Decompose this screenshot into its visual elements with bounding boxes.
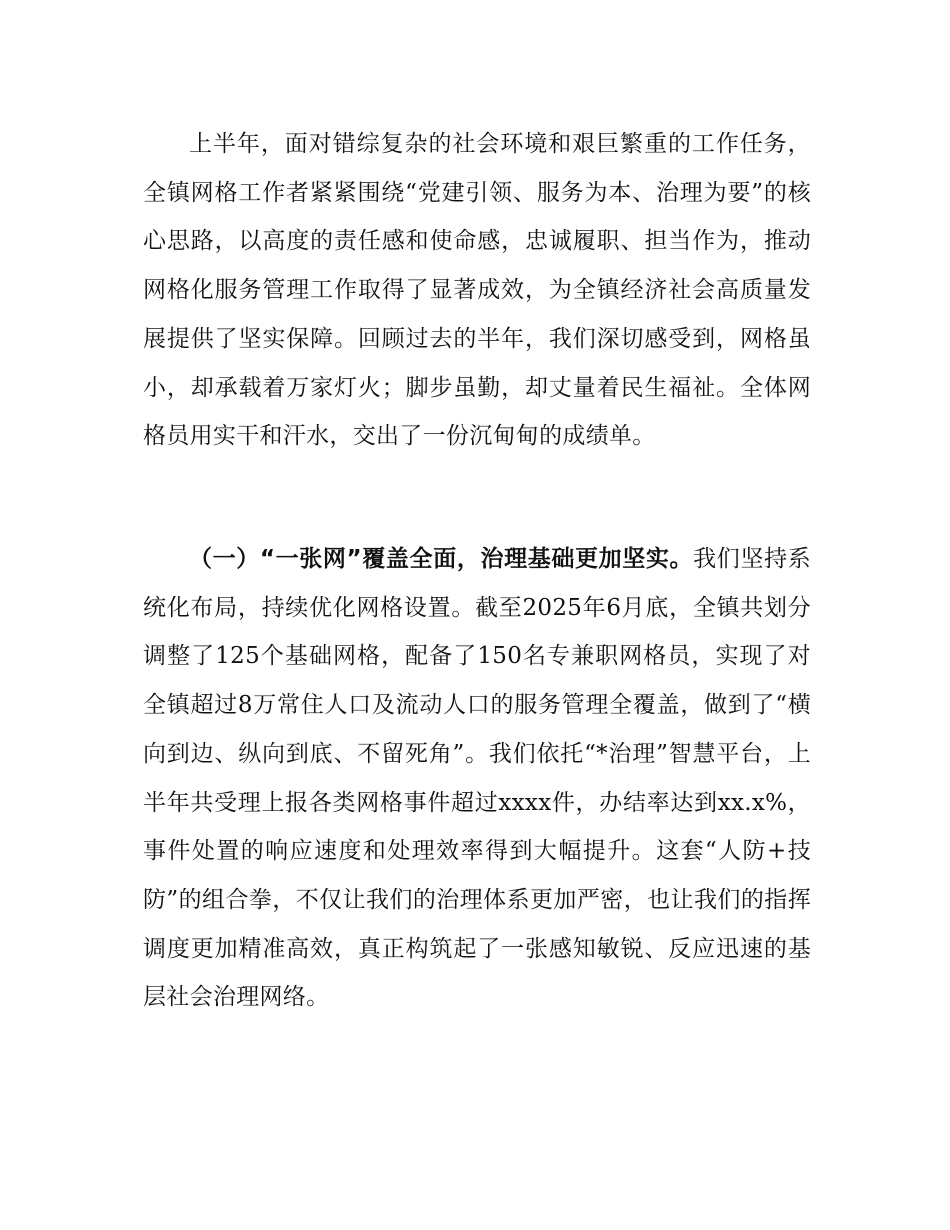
paragraph-intro: 上半年，面对错综复杂的社会环境和艰巨繁重的工作任务，全镇网格工作者紧紧围绕“党建引领、服务为本、治理为要”的核心思路，以高度的责任感和使命感，忠诚履职、担当作为，推动网格化服务管理工作取得了显著成效，为全镇经济社会高质量发展提供了坚实保障。回顾过去的半年，我们深切感受到，网格虽小，却承载着万家灯火；脚步虽勤，却丈量着民生福祉。全体网格员用实干和汗水，交出了一份沉甸甸的成绩单。 xyxy=(143,131,811,450)
section-one-body: 我们坚持系统化布局，持续优化网格设置。截至2025年6月底，全镇共划分调整了125个基础网格，配备了150名专兼职网格员，实现了对全镇超过8万常住人口及流动人口的服务管理全覆盖，做到了“横向到边、纵向到底、不留死角”。我们依托“*治理”智慧平台，上半年共受理上报各类网格事件超过xxxx件，办结率达到xx.x%，事件处置的响应速度和处理效率得到大幅提升。这套“人防+技防”的组合拳，不仅让我们的治理体系更加严密，也让我们的指挥调度更加精准高效，真正构筑起了一张感知敏锐、反应迅速的基层社会治理网络。 xyxy=(143,546,812,1011)
paragraph-section-one xyxy=(143,535,811,1022)
section-one-heading: （一）“一张网”覆盖全面，治理基础更加坚实。 xyxy=(189,546,694,572)
